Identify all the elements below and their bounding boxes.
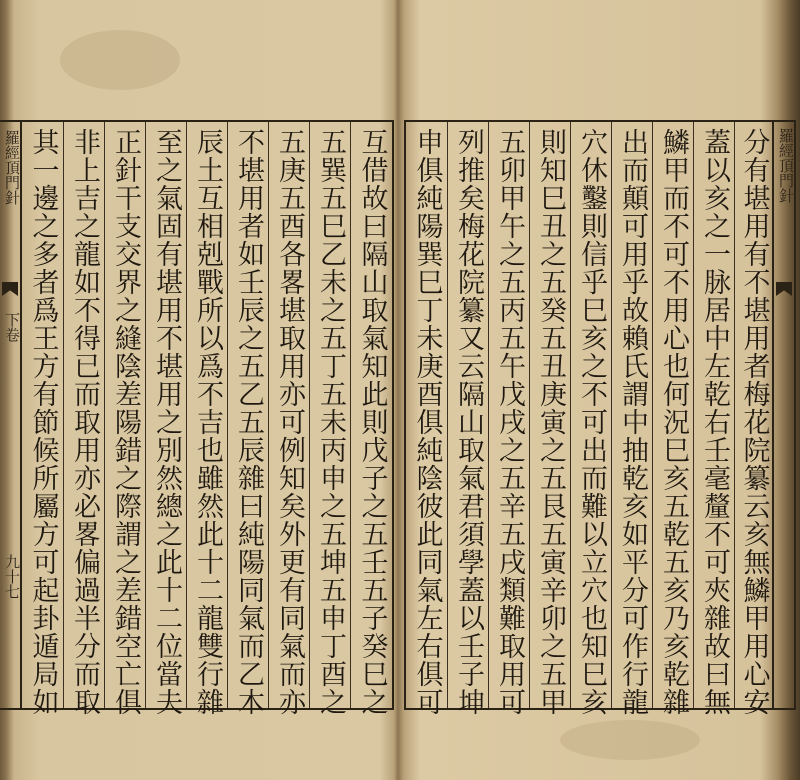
- text-column: 出而顛可用乎故賴氏謂中抽乾亥如平分可作行龍: [611, 122, 652, 708]
- text-column: 五庚五酉各畧堪取用亦可例知矣外更有同氣而亦: [268, 122, 309, 708]
- text-column: 五巽五巳乙未之五丁五未丙申之五坤五申丁酉之: [309, 122, 350, 708]
- text-column: 則知巳丑之五癸五丑庚寅之五艮五寅辛卯之五甲: [529, 122, 570, 708]
- banner-title: 羅經頂門針: [777, 128, 795, 203]
- left-text-frame: [20, 120, 394, 716]
- text-column: 其一邊之多者爲王方有節候所屬方可起卦遁局如: [27, 128, 59, 716]
- text-column: 不堪用者如壬辰之五乙五辰雜曰純陽同氣而乙木: [227, 122, 268, 708]
- fishtail-mark: [2, 282, 18, 296]
- fishtail-mark: [776, 282, 792, 296]
- banner-title: 羅經頂門針: [3, 130, 21, 205]
- text-column: 申俱純陽巽巳丁未庚酉俱純陰彼此同氣左右俱可: [411, 128, 443, 716]
- volume-label: 下卷: [3, 312, 21, 342]
- text-column: 辰土互相剋戰所以爲不吉也雖然此十二龍雙行雜: [186, 122, 227, 708]
- text-column: 五卯甲午之五丙五午戊戌之五辛五戌類難取用可: [488, 122, 529, 708]
- text-column: 鱗甲而不可不用心也何況巳亥五乾五亥乃亥乾雜: [652, 122, 693, 708]
- right-page-margin-banner: [774, 120, 796, 710]
- paper-stain: [60, 30, 180, 90]
- text-column: 非上吉之龍如不得已而取用亦必畧偏過半分而取: [63, 122, 104, 708]
- text-column: 正針干支交界之縫陰差陽錯之際謂之差錯空亡俱: [104, 122, 145, 708]
- right-text-frame: [404, 120, 774, 716]
- text-column: 互借故曰隔山取氣知此則戊子之五壬五子癸巳之: [350, 122, 392, 708]
- text-column: 至之氣固有堪用不堪用之別然總之此十二位當夫: [145, 122, 186, 708]
- page-number: 九十七: [3, 554, 21, 599]
- text-column: 蓋以亥之一脉居中左乾右壬毫釐不可夾雜故曰無: [693, 122, 734, 708]
- text-column: 分有堪用有不堪用者梅花院纂云亥無鱗甲用心安: [734, 122, 772, 708]
- paper-stain: [560, 720, 700, 760]
- left-page-margin-banner: [0, 120, 20, 710]
- left-page: [3, 0, 394, 780]
- text-column: 穴休鑿則信乎巳亥之不可出而難以立穴也知巳亥: [570, 122, 611, 708]
- right-page: [404, 0, 795, 780]
- text-column: 列推矣梅花院纂又云隔山取氣君須學蓋以壬子坤: [447, 122, 488, 708]
